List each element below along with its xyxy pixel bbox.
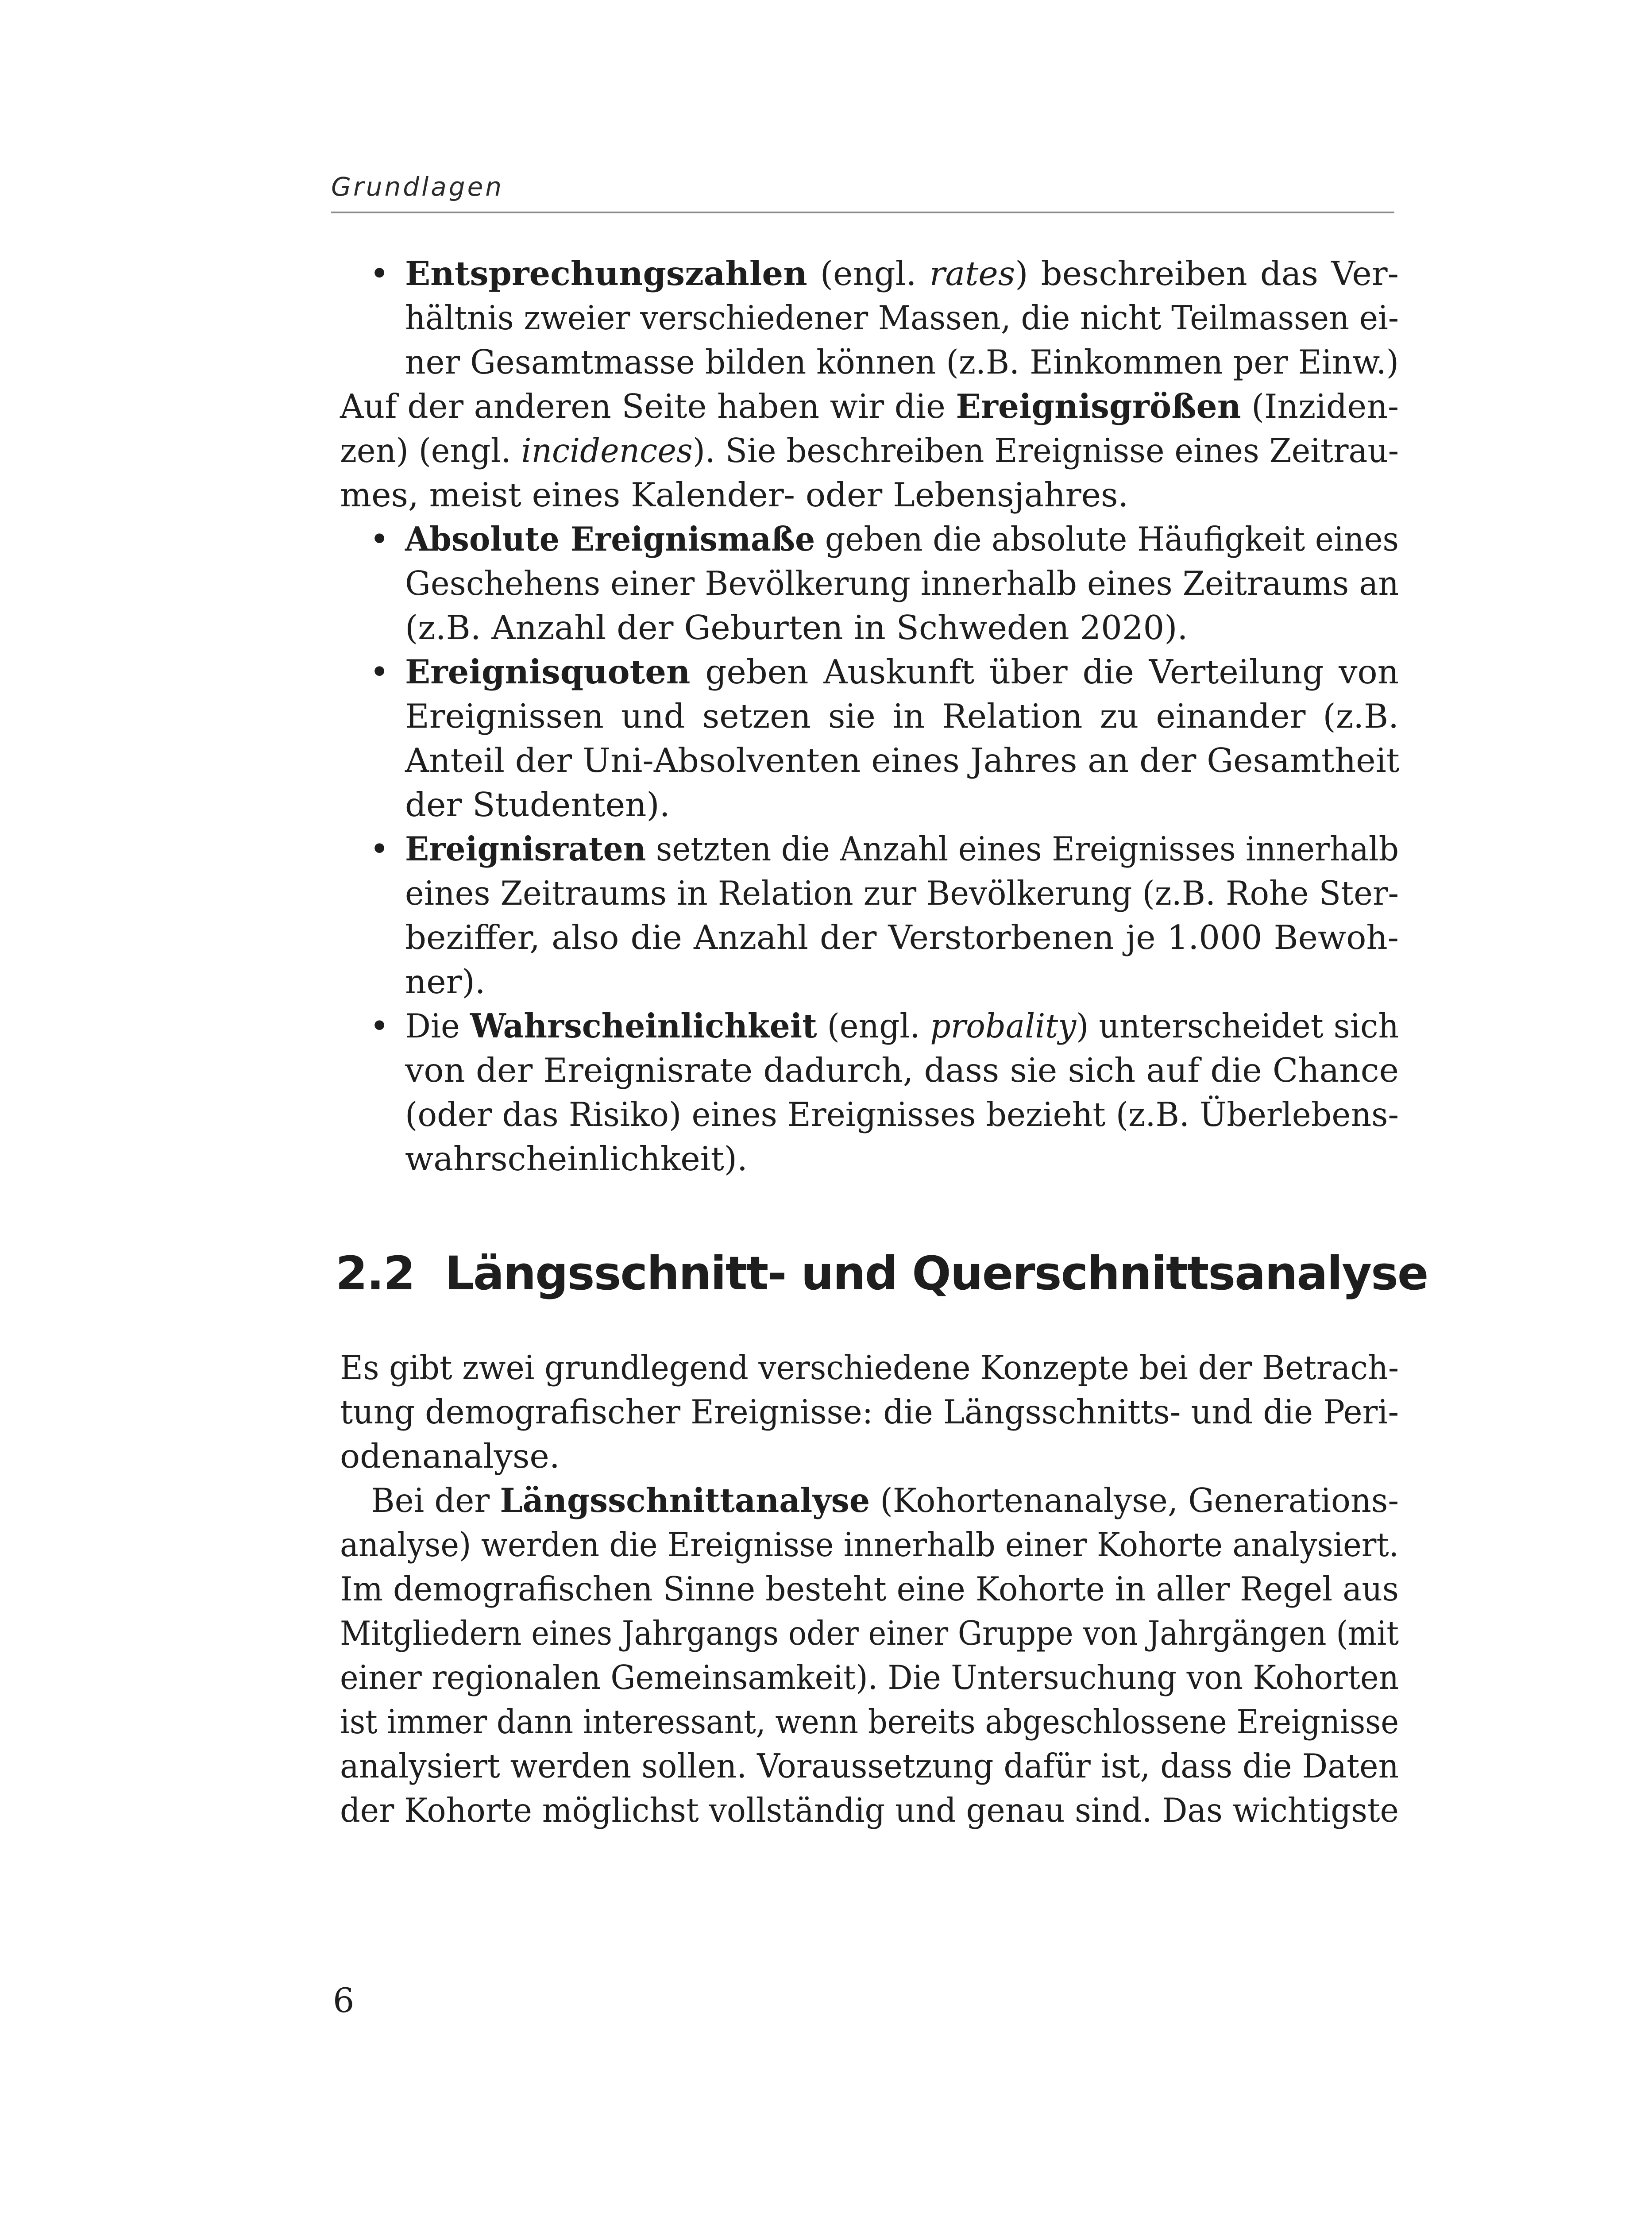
text-run: Bei der <box>371 1481 500 1520</box>
text-run: setzten die Anzahl eines Ereignisses innerhalb <box>646 829 1399 868</box>
text-run: Mitgliedern eines Jahrgangs oder einer Gruppe von Jahrgängen (mit <box>340 1614 1399 1653</box>
text-run: zen) (engl. <box>340 431 521 470</box>
section-number: 2.2 <box>336 1246 415 1300</box>
bold-term: Ereignisraten <box>405 829 646 868</box>
text-run: geben die absolute Häufigkeit eines <box>815 520 1399 559</box>
text-run: ) beschreiben das Ver- <box>1015 254 1399 293</box>
bullet-line <box>405 738 1400 783</box>
text-run: geben Auskunft über die Verteilung von <box>690 652 1399 691</box>
text-run: der Kohorte möglichst vollständig und genau sind. Das wichtigste <box>340 1791 1399 1830</box>
text-run: ner Gesamtmasse bilden können (z.B. Einkommen per Einw.) <box>405 343 1399 382</box>
text-run: odenanalyse. <box>340 1437 560 1476</box>
text-run: ist immer dann interessant, wenn bereits abgeschlossene Ereignisse <box>340 1702 1399 1741</box>
text-run: wahrscheinlichkeit). <box>405 1139 748 1178</box>
paragraph-line <box>340 1788 1399 1832</box>
text-run: Im demografischen Sinne besteht eine Kohorte in aller Regel aus <box>340 1569 1399 1608</box>
bullet-line <box>405 650 1399 694</box>
paragraph-line <box>340 1744 1399 1788</box>
section-heading <box>336 1240 1428 1307</box>
paragraph-line <box>340 1567 1399 1611</box>
bullet-line <box>405 827 1399 871</box>
bullet-line <box>405 517 1399 561</box>
bullet-marker: • <box>370 1006 390 1045</box>
bullet-marker: • <box>370 520 390 559</box>
paragraph-line <box>340 428 1399 473</box>
text-run: (Inziden- <box>1241 387 1399 426</box>
text-run: analysiert werden sollen. Voraussetzung dafür ist, dass die Daten <box>340 1746 1399 1785</box>
paragraph-line <box>340 1611 1399 1655</box>
bullet-line <box>405 1137 748 1181</box>
bullet-line <box>405 340 1399 384</box>
text-run: tung demografischer Ereignisse: die Längsschnitts- und die Peri- <box>340 1392 1399 1431</box>
bullet-line <box>405 251 1399 296</box>
paragraph-line <box>340 1346 1399 1390</box>
italic-term: incidences <box>521 431 693 470</box>
text-run: der Studenten). <box>405 785 670 824</box>
bullet-line <box>405 561 1399 605</box>
text-run: Geschehens einer Bevölkerung innerhalb eines Zeitraums an <box>405 564 1399 603</box>
text-run: Es gibt zwei grundlegend verschiedene Konzepte bei der Betrach- <box>340 1348 1399 1387</box>
paragraph-line <box>340 384 1399 428</box>
paragraph-line <box>340 1655 1399 1700</box>
text-run: (engl. <box>817 1006 930 1045</box>
bullet-line <box>405 694 1399 738</box>
bold-term: Ereignisgrößen <box>956 387 1241 426</box>
text-run: beziffer, also die Anzahl der Verstorbenen je 1.000 Bewoh- <box>405 918 1399 957</box>
bullet-line <box>405 296 1399 340</box>
paragraph-line <box>371 1478 1399 1523</box>
bullet-marker: • <box>370 652 390 691</box>
header-rule <box>331 212 1394 213</box>
text-run: eines Zeitraums in Relation zur Bevölkerung (z.B. Rohe Ster- <box>405 874 1399 913</box>
bold-term: Längsschnittanalyse <box>500 1481 870 1520</box>
text-run: Anteil der Uni-Absolventen eines Jahres an der Gesamtheit <box>405 741 1400 780</box>
text-run: hältnis zweier verschiedener Massen, die nicht Teilmassen ei- <box>405 298 1399 337</box>
bullet-line <box>405 915 1399 960</box>
text-run: Ereignissen und setzen sie in Relation zu einander (z.B. <box>405 697 1399 736</box>
bullet-line <box>405 783 670 827</box>
paragraph-line <box>340 473 1128 517</box>
bold-term: Absolute Ereignismaße <box>405 520 815 559</box>
italic-term: rates <box>929 254 1015 293</box>
text-run: (oder das Risiko) eines Ereignisses bezieht (z.B. Überlebens- <box>405 1095 1399 1134</box>
text-run: analyse) werden die Ereignisse innerhalb einer Kohorte analysiert. <box>340 1525 1399 1564</box>
text-run: Auf der anderen Seite haben wir die <box>340 387 956 426</box>
text-run: ) unterscheidet sich <box>1076 1006 1399 1045</box>
page-number: 6 <box>333 1981 355 2020</box>
bullet-line <box>405 1004 1399 1048</box>
bullet-line <box>405 605 1188 650</box>
text-run: von der Ereignisrate dadurch, dass sie sich auf die Chance <box>405 1051 1399 1090</box>
italic-term: probality <box>930 1006 1077 1045</box>
bullet-line <box>405 871 1399 915</box>
paragraph-line <box>340 1700 1399 1744</box>
text-run: (Kohortenanalyse, Generations- <box>870 1481 1399 1520</box>
bullet-line <box>405 1048 1399 1092</box>
text-run: (z.B. Anzahl der Geburten in Schweden 2020). <box>405 608 1188 647</box>
text-run: Die <box>405 1006 470 1045</box>
bold-term: Ereignisquoten <box>405 652 691 691</box>
bold-term: Wahrscheinlichkeit <box>470 1006 817 1045</box>
bullet-marker: • <box>370 829 390 868</box>
text-run: mes, meist eines Kalender- oder Lebensjahres. <box>340 475 1129 514</box>
paragraph-line <box>340 1523 1399 1567</box>
bullet-marker: • <box>370 254 390 293</box>
bullet-line <box>405 960 486 1004</box>
running-head: Grundlagen <box>331 172 504 202</box>
text-run: ). Sie beschreiben Ereignisse eines Zeitrau- <box>692 431 1399 470</box>
section-title: Längsschnitt- und Querschnittsanalyse <box>444 1246 1428 1300</box>
text-run: (engl. <box>807 254 930 293</box>
paragraph-line <box>340 1390 1399 1434</box>
paragraph-line <box>340 1434 560 1478</box>
bold-term: Entsprechungszahlen <box>405 254 807 293</box>
text-run: einer regionalen Gemeinsamkeit). Die Untersuchung von Kohorten <box>340 1658 1399 1697</box>
bullet-line <box>405 1092 1399 1137</box>
text-run: ner). <box>405 962 486 1001</box>
